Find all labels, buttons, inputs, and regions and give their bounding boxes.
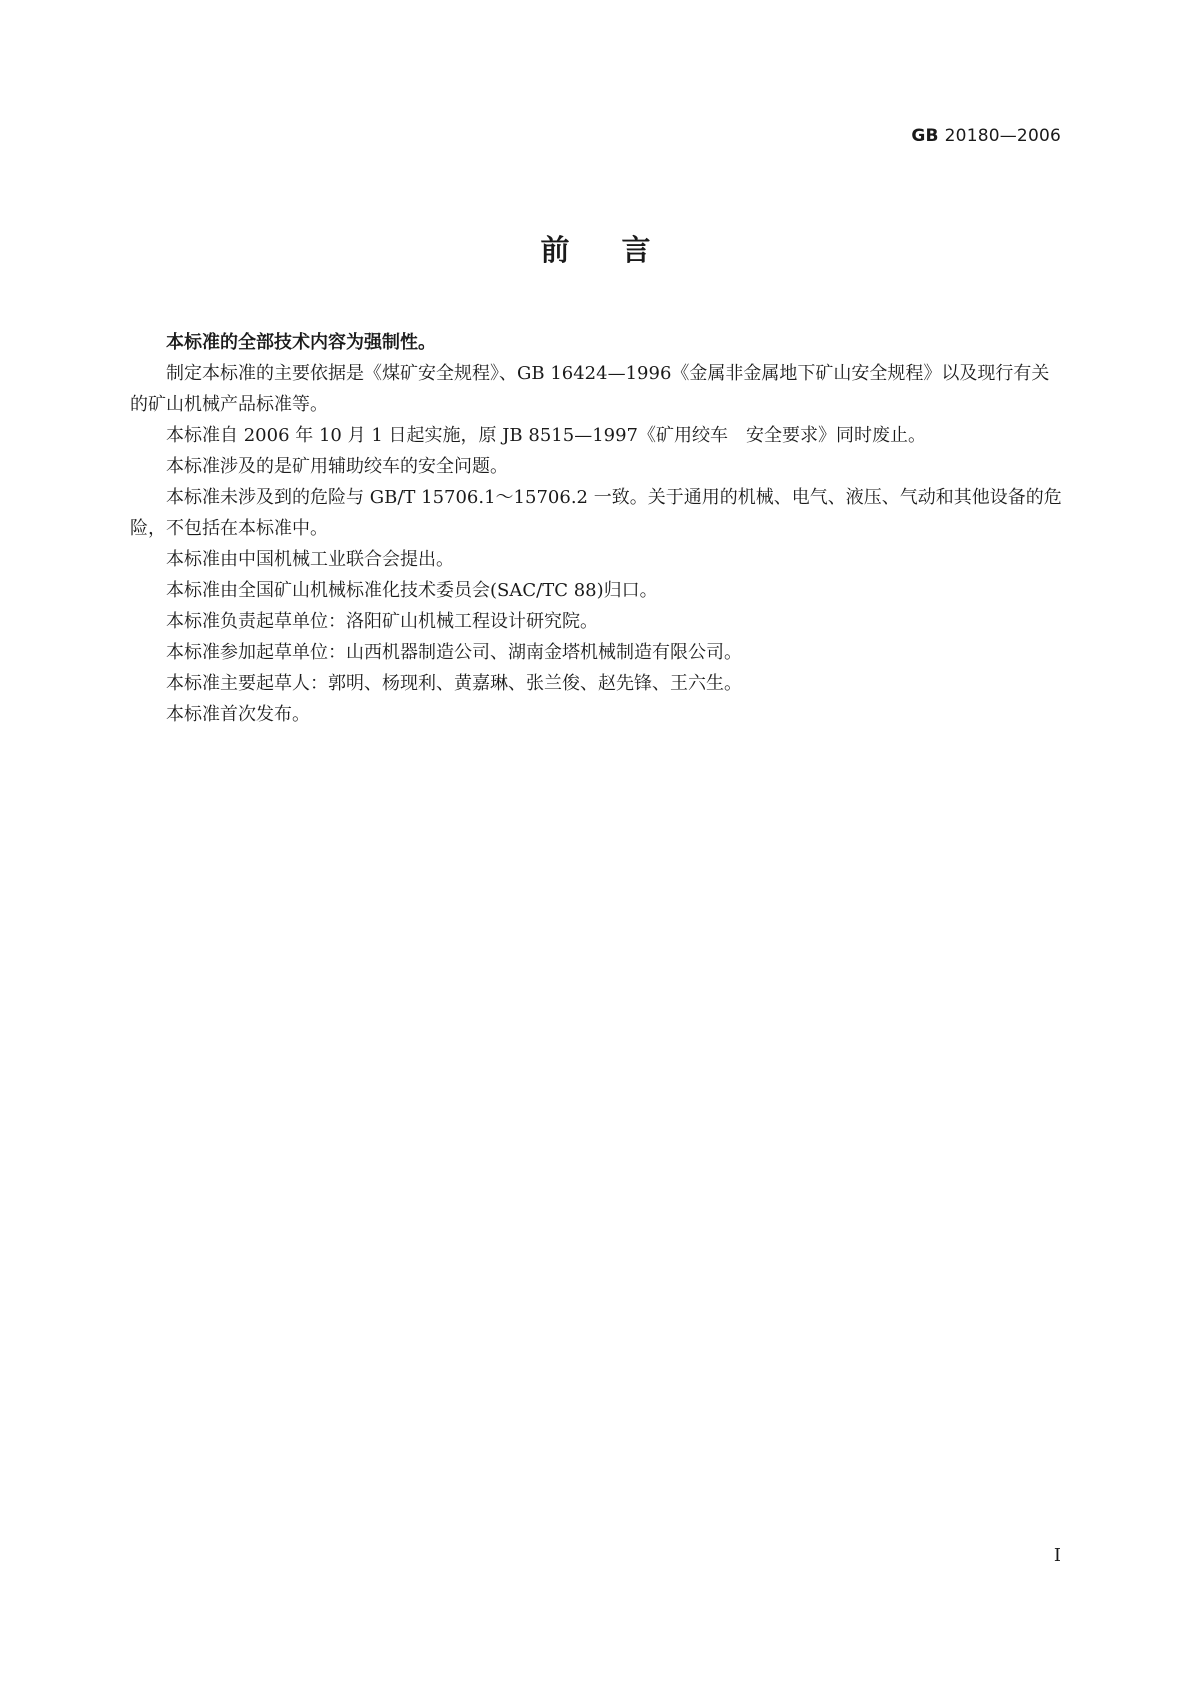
page-title: 前言	[540, 233, 703, 267]
paragraph-scope: 本标准涉及的是矿用辅助绞车的安全问题。	[166, 456, 508, 477]
paragraph-drafters: 本标准主要起草人：郭明、杨现利、黄嘉琳、张兰俊、赵先锋、王六生。	[166, 673, 742, 694]
paragraph-drafting-unit: 本标准负责起草单位：洛阳矿山机械工程设计研究院。	[166, 611, 598, 632]
foreword-body	[130, 327, 1062, 730]
standard-code	[911, 126, 1061, 146]
paragraph-proposed-by: 本标准由中国机械工业联合会提出。	[166, 549, 454, 570]
paragraph-centralized-by: 本标准由全国矿山机械标准化技术委员会(SAC/TC 88)归口。	[166, 580, 658, 601]
standard-code-prefix: GB	[911, 126, 939, 146]
page-number: I	[1053, 1545, 1061, 1566]
paragraph-effective-date: 本标准自 2006 年 10 月 1 日起实施，原 JB 8515—1997《矿用绞车 安全要求》同时废止。	[166, 425, 926, 446]
paragraph-first-release: 本标准首次发布。	[166, 704, 310, 725]
paragraph-hazards: 本标准未涉及到的危险与 GB/T 15706.1～15706.2 一致。关于通用的机械、电气、液压、气动和其他设备的危险，不包括在本标准中。	[130, 487, 1062, 539]
paragraph-participating-units: 本标准参加起草单位：山西机器制造公司、湖南金塔机械制造有限公司。	[166, 642, 742, 663]
paragraph-mandatory-statement: 本标准的全部技术内容为强制性。	[166, 332, 436, 353]
standard-code-number: 20180—2006	[944, 126, 1061, 146]
paragraph-basis: 制定本标准的主要依据是《煤矿安全规程》、GB 16424—1996《金属非金属地下矿山安全规程》以及现行有关的矿山机械产品标准等。	[130, 363, 1050, 415]
